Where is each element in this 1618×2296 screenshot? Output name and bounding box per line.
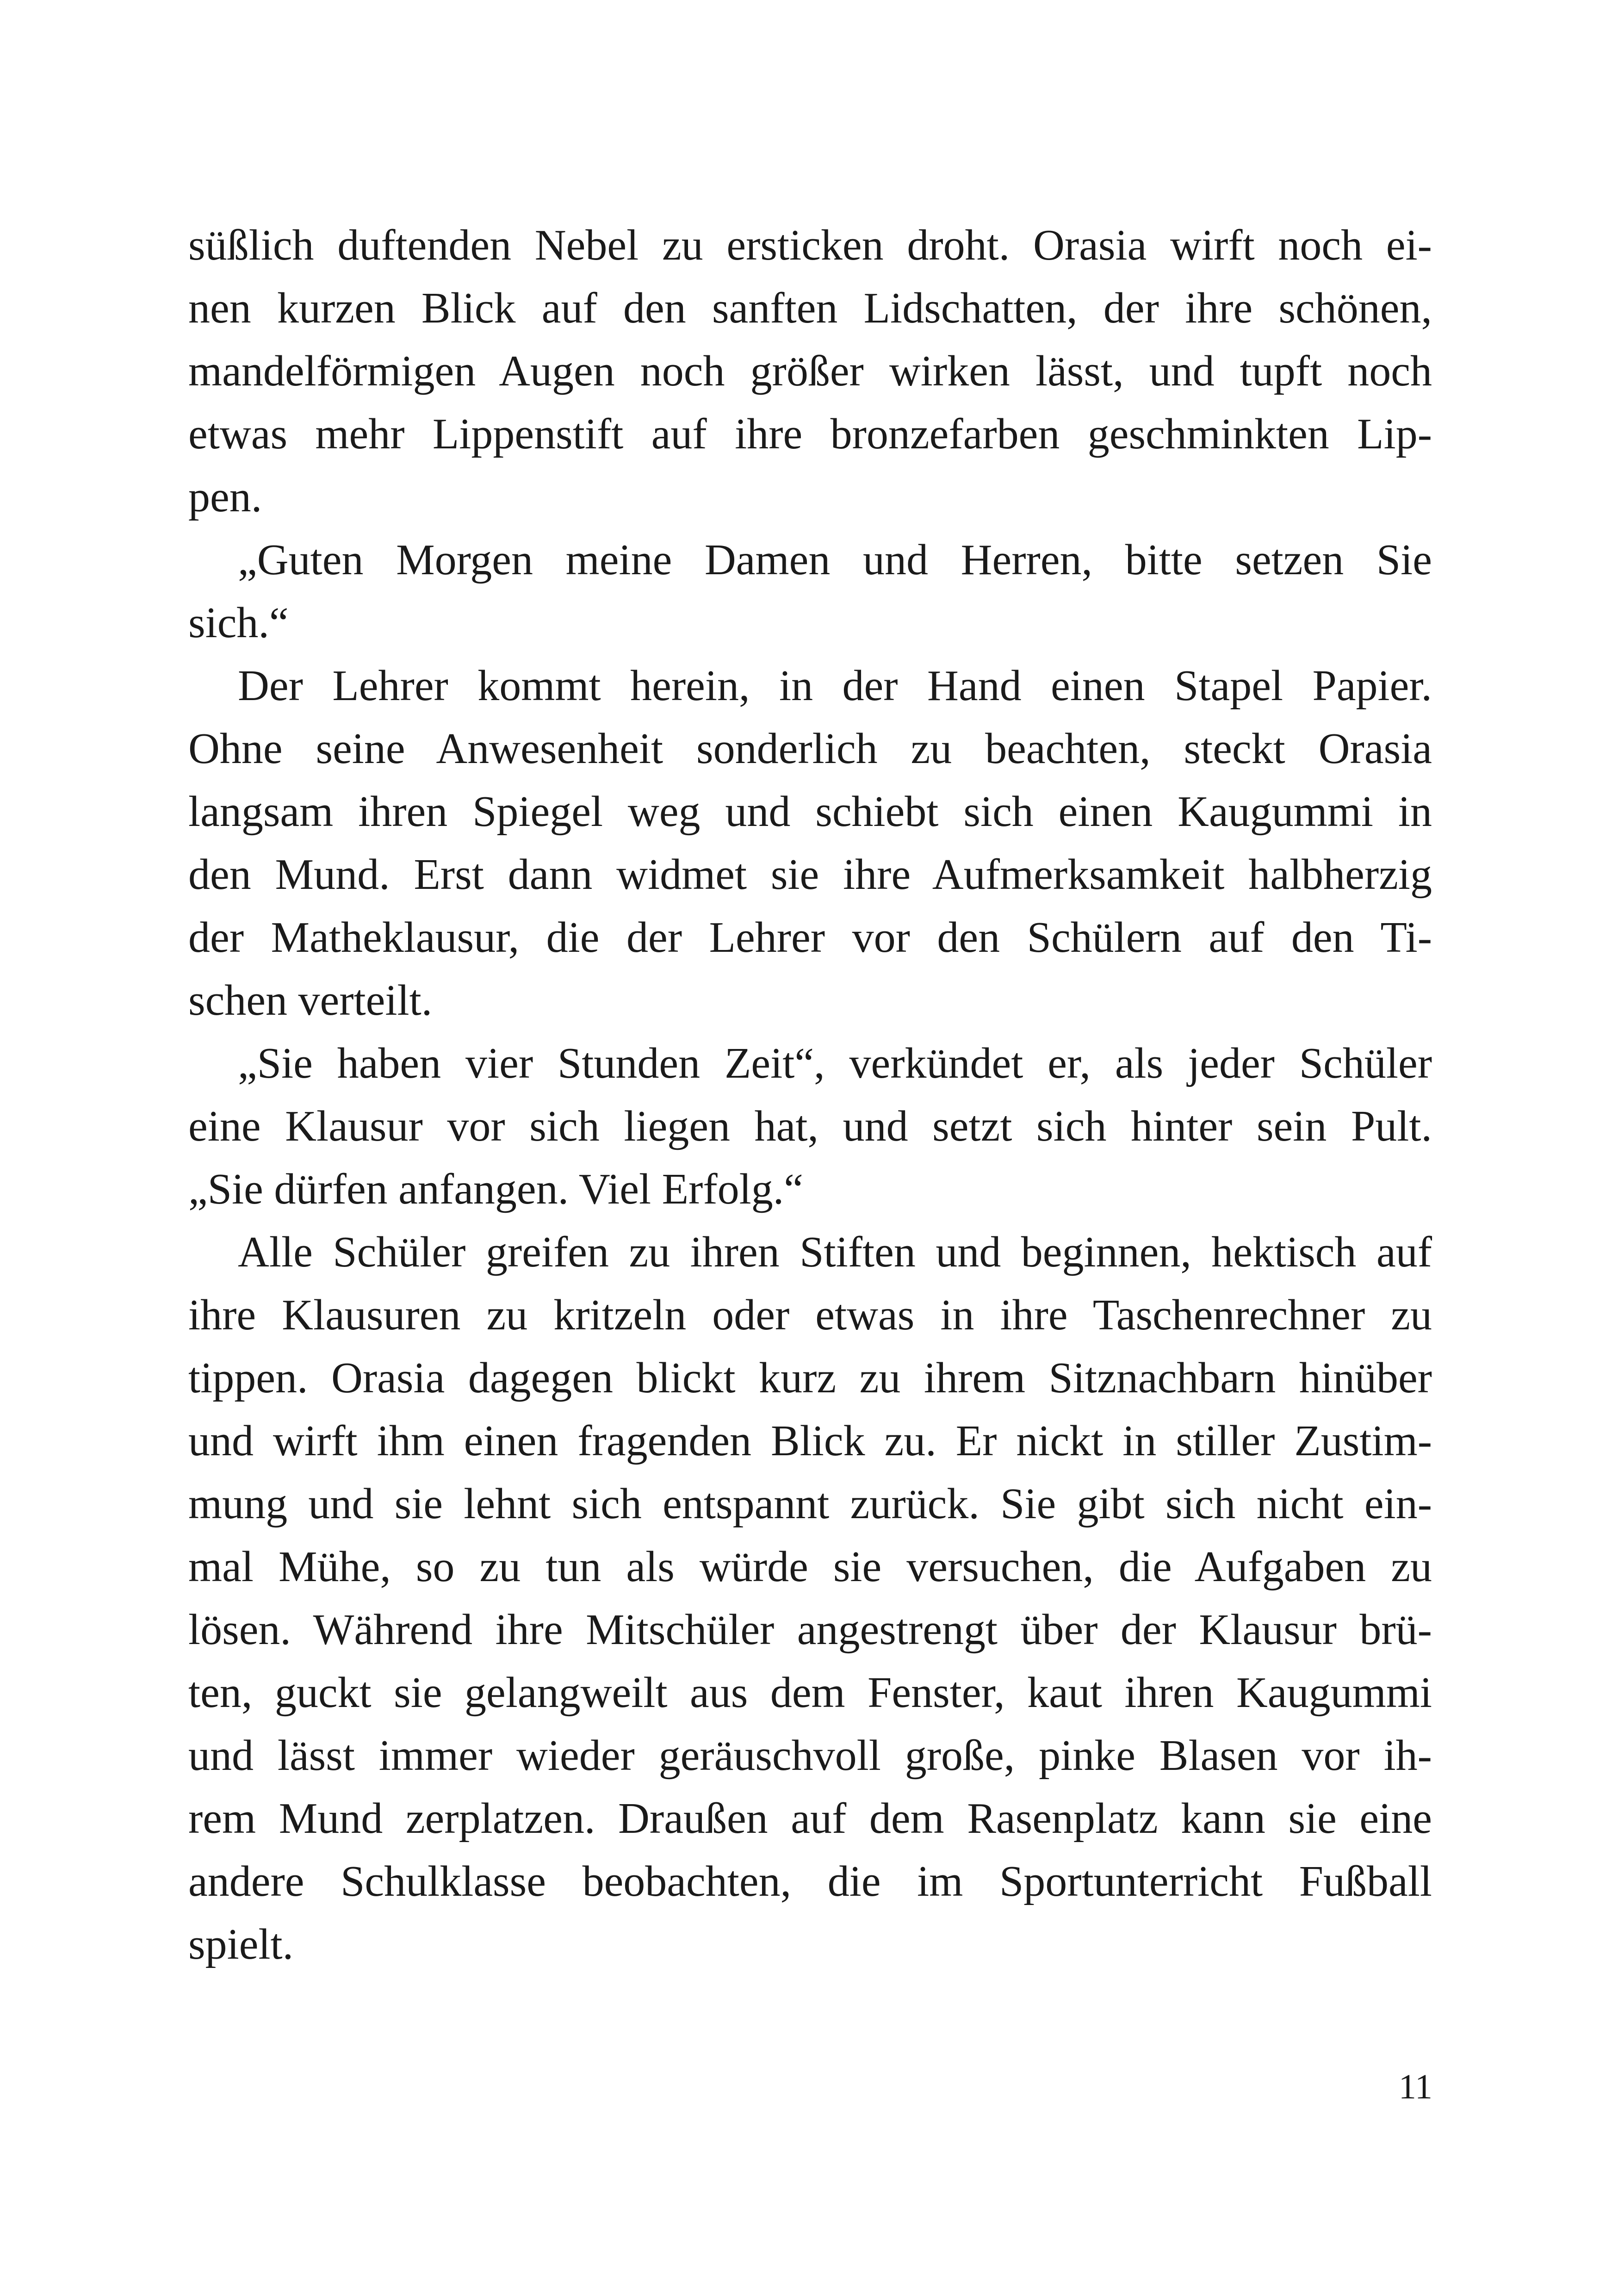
paragraph-2 xyxy=(188,528,1432,654)
text-line: mung und sie lehnt sich entspannt zurück. Sie gibt sich nicht ein- xyxy=(188,1480,1432,1528)
text-line: sich.“ xyxy=(188,599,289,647)
text-line: pen. xyxy=(188,473,262,521)
text-line: ten, guckt sie gelangweilt aus dem Fenster, kaut ihren Kaugummi xyxy=(188,1669,1432,1717)
text-line: schen verteilt. xyxy=(188,976,433,1024)
text-line: Der Lehrer kommt herein, in der Hand einen Stapel Papier. xyxy=(238,662,1432,710)
paragraph-4 xyxy=(188,1032,1432,1221)
text-line: Alle Schüler greifen zu ihren Stiften und beginnen, hektisch auf xyxy=(238,1228,1432,1276)
text-line: „Sie haben vier Stunden Zeit“, verkündet er, als jeder Schüler xyxy=(238,1039,1432,1087)
text-line: mal Mühe, so zu tun als würde sie versuchen, die Aufgaben zu xyxy=(188,1543,1432,1591)
text-line: lösen. Während ihre Mitschüler angestrengt über der Klausur brü- xyxy=(188,1606,1432,1654)
body-text xyxy=(188,214,1432,1976)
text-line: „Guten Morgen meine Damen und Herren, bitte setzen Sie xyxy=(238,536,1432,584)
text-line: „Sie dürfen anfangen. Viel Erfolg.“ xyxy=(188,1165,803,1213)
text-line: etwas mehr Lippenstift auf ihre bronzefarben geschminkten Lip- xyxy=(188,410,1432,458)
text-line: nen kurzen Blick auf den sanften Lidschatten, der ihre schönen, xyxy=(188,284,1432,332)
text-line: und lässt immer wieder geräuschvoll große, pinke Blasen vor ih- xyxy=(188,1731,1432,1780)
text-line: spielt. xyxy=(188,1920,294,1968)
text-line: rem Mund zerplatzen. Draußen auf dem Rasenplatz kann sie eine xyxy=(188,1794,1432,1843)
text-line: ihre Klausuren zu kritzeln oder etwas in ihre Taschenrechner zu xyxy=(188,1291,1432,1339)
paragraph-3 xyxy=(188,654,1432,1032)
text-line: andere Schulklasse beobachten, die im Sportunterricht Fußball xyxy=(188,1857,1432,1905)
text-line: der Matheklausur, die der Lehrer vor den Schülern auf den Ti- xyxy=(188,913,1432,962)
text-line: und wirft ihm einen fragenden Blick zu. Er nickt in stiller Zustim- xyxy=(188,1417,1432,1465)
text-line: eine Klausur vor sich liegen hat, und setzt sich hinter sein Pult. xyxy=(188,1102,1432,1150)
page-number: 11 xyxy=(1398,2067,1432,2106)
text-line: den Mund. Erst dann widmet sie ihre Aufmerksamkeit halbherzig xyxy=(188,850,1432,899)
text-line: mandelförmigen Augen noch größer wirken lässt, und tupft noch xyxy=(188,347,1432,395)
text-line: Ohne seine Anwesenheit sonderlich zu beachten, steckt Orasia xyxy=(188,725,1432,773)
paragraph-1 xyxy=(188,214,1432,528)
text-line: langsam ihren Spiegel weg und schiebt sich einen Kaugummi in xyxy=(188,788,1432,836)
paragraph-5 xyxy=(188,1221,1432,1976)
text-line: süßlich duftenden Nebel zu ersticken droht. Orasia wirft noch ei- xyxy=(188,221,1432,269)
text-line: tippen. Orasia dagegen blickt kurz zu ihrem Sitznachbarn hinüber xyxy=(188,1354,1432,1402)
